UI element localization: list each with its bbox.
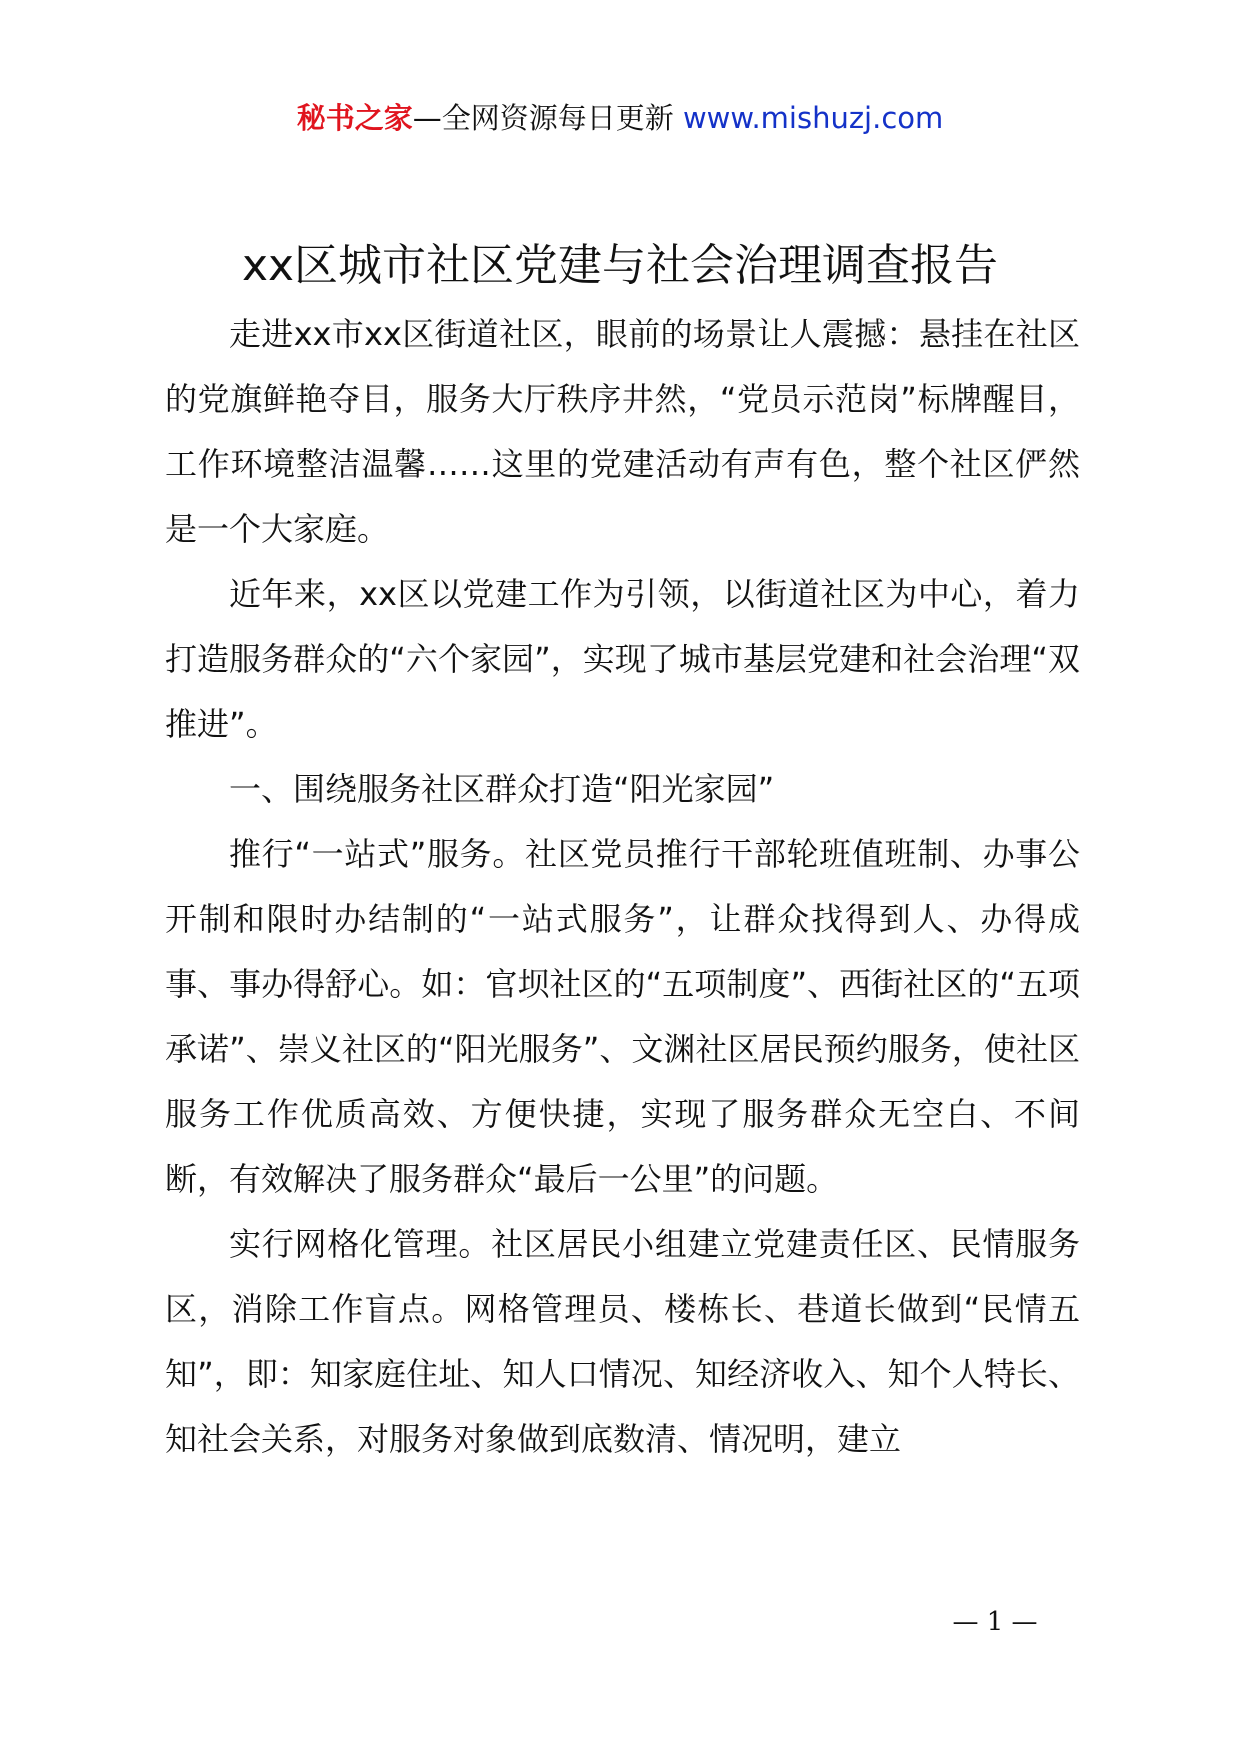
section-heading: 一、围绕服务社区群众打造“阳光家园” bbox=[229, 770, 775, 808]
site-header bbox=[0, 98, 1240, 138]
document-title: xx区城市社区党建与社会治理调查报告 bbox=[241, 240, 999, 291]
paragraph-grid-management: 实行网格化管理。社区居民小组建立党建责任区、民情服务区，消除工作盲点。网格管理员、楼栋长、巷道长做到“民情五知”，即：知家庭住址、知人口情况、知经济收入、知个人特长、知社会关系，对服务对象做到底数清、情况明，建立 bbox=[165, 1225, 1080, 1458]
brand-name: 秘书之家 bbox=[296, 101, 413, 135]
site-url[interactable]: www.mishuzj.com bbox=[682, 101, 944, 135]
paragraph-intro: 走进xx市xx区街道社区，眼前的场景让人震撼：悬挂在社区的党旗鲜艳夺目，服务大厅秩序井然，“党员示范岗”标牌醒目，工作环境整洁温馨……这里的党建活动有声有色，整个社区俨然是一个大家庭。 bbox=[165, 315, 1080, 548]
header-slogan: —全网资源每日更新 bbox=[412, 101, 674, 135]
document-body bbox=[165, 302, 1080, 1472]
paragraph-one-stop-service: 推行“一站式”服务。社区党员推行干部轮班值班制、办事公开制和限时办结制的“一站式服务”，让群众找得到人、办得成事、事办得舒心。如：官坝社区的“五项制度”、西街社区的“五项承诺”、崇义社区的“阳光服务”、文渊社区居民预约服务，使社区服务工作优质高效、方便快捷，实现了服务群众无空白、不间断，有效解决了服务群众“最后一公里”的问题。 bbox=[165, 835, 1080, 1198]
paragraph-overview: 近年来，xx区以党建工作为引领，以街道社区为中心，着力打造服务群众的“六个家园”，实现了城市基层党建和社会治理“双推进”。 bbox=[165, 575, 1080, 743]
page-number: — 1 — bbox=[952, 1607, 1038, 1637]
